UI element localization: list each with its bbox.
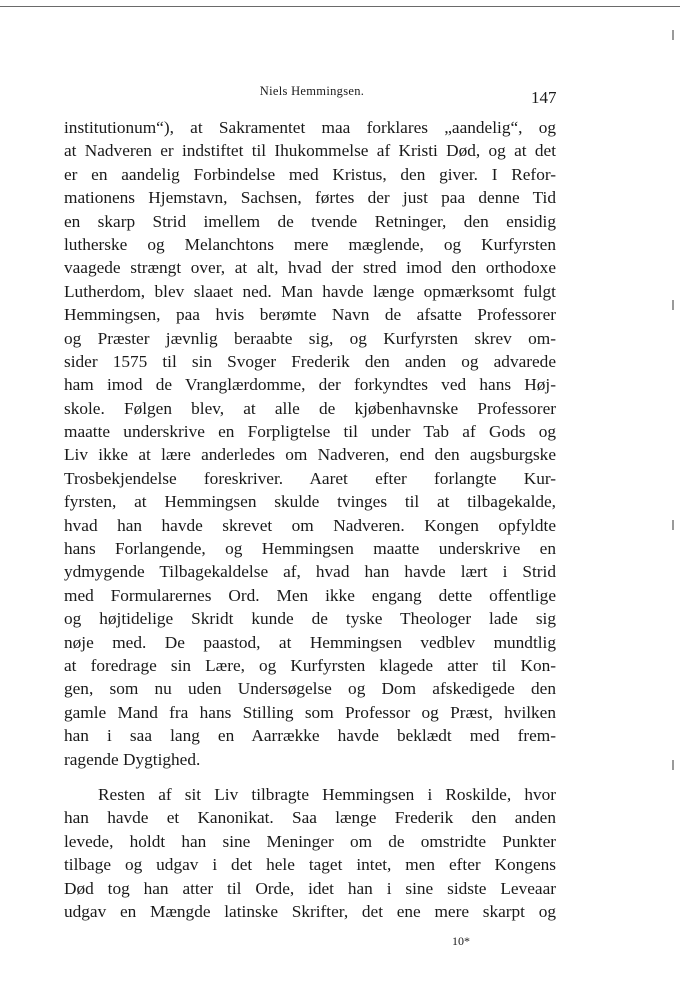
text-line: maatte underskrive en Forpligtelse til under Tab af Gods og — [64, 422, 556, 442]
page-top-edge — [0, 6, 680, 7]
text-line: er en aandelig Forbindelse med Kristus, den giver. I Refor- — [64, 164, 556, 184]
text-line: udgav en Mængde latinske Skrifter, det ene mere skarpt og — [64, 901, 556, 921]
scan-mark — [672, 30, 674, 40]
page-number: 147 — [531, 88, 557, 107]
text-line: skole. Følgen blev, at alle de kjøbenhavnske Professorer — [64, 398, 556, 418]
text-line: Resten af sit Liv tilbragte Hemmingsen i Roskilde, hvor — [98, 784, 556, 804]
text-line: institutionum“), at Sakramentet maa forklares „aandelig“, og — [64, 118, 556, 137]
scan-mark — [672, 300, 674, 310]
scan-mark — [672, 520, 674, 530]
text-line: med Formularernes Ord. Men ikke engang dette offentlige — [64, 585, 556, 605]
signature-mark: 10* — [452, 934, 470, 948]
text-line: Død tog han atter til Orde, idet han i sine sidste Leveaar — [64, 878, 556, 898]
text-line: mationens Hjemstavn, Sachsen, førtes der just paa denne Tid — [64, 188, 556, 208]
text-line: sider 1575 til sin Svoger Frederik den anden og advarede — [64, 351, 556, 371]
text-line: gen, som nu uden Undersøgelse og Dom afskedigede den — [64, 679, 556, 699]
running-title: Niels Hemmingsen. — [259, 84, 365, 98]
text-line: levede, holdt han sine Meninger om de omstridte Punkter — [64, 831, 556, 851]
text-line: han havde et Kanonikat. Saa længe Frederik den anden — [64, 808, 556, 828]
text-line: lutherske og Melanchtons mere mæglende, og Kurfyrsten — [64, 234, 556, 254]
text-line: ham imod de Vranglærdomme, der forkyndtes ved hans Høj- — [64, 375, 556, 395]
scan-mark — [672, 760, 674, 770]
text-line: fyrsten, at Hemmingsen skulde tvinges til at tilbagekalde, — [64, 492, 556, 512]
text-line: og højtidelige Skridt kunde de tyske Theologer lade sig — [64, 609, 556, 629]
text-line: Hemmingsen, paa hvis berømte Navn de afsatte Professorer — [64, 305, 556, 325]
paragraph — [64, 783, 556, 923]
text-line: Trosbekjendelse foreskriver. Aaret efter forlangte Kur- — [64, 468, 556, 488]
body-text — [64, 116, 556, 923]
text-line: at foredrage sin Lære, og Kurfyrsten klagede atter til Kon- — [64, 655, 556, 675]
text-line: hvad han havde skrevet om Nadveren. Kongen opfyldte — [64, 515, 556, 535]
text-line: Liv ikke at lære anderledes om Nadveren, end den augsburgske — [64, 445, 556, 465]
text-line: tilbage og udgav i det hele taget intet, men efter Kongens — [64, 855, 556, 875]
text-line: og Præster jævnlig beraabte sig, og Kurfyrsten skrev om- — [64, 328, 556, 348]
text-line: vaagede strængt over, at alt, hvad der stred imod den orthodoxe — [64, 258, 556, 278]
text-line: Lutherdom, blev slaaet ned. Man havde længe opmærksomt fulgt — [64, 281, 556, 301]
text-line: ragende Dygtighed. — [64, 749, 201, 769]
paragraph — [64, 116, 556, 771]
paragraph-gap — [64, 771, 556, 783]
text-line: at Nadveren er indstiftet til Ihukommelse af Kristi Død, og at det — [64, 141, 556, 161]
text-line: nøje med. De paastod, at Hemmingsen vedblev mundtlig — [64, 632, 556, 652]
text-line: ydmygende Tilbagekaldelse af, hvad han havde lært i Strid — [64, 562, 556, 582]
text-line: han i saa lang en Aarrække havde beklædt med frem- — [64, 726, 556, 746]
text-line: hans Forlangende, og Hemmingsen maatte underskrive en — [64, 539, 556, 559]
running-head — [0, 84, 680, 99]
text-line: en skarp Strid imellem de tvende Retninger, den ensidig — [64, 211, 556, 231]
text-line: gamle Mand fra hans Stilling som Professor og Præst, hvilken — [64, 702, 556, 722]
